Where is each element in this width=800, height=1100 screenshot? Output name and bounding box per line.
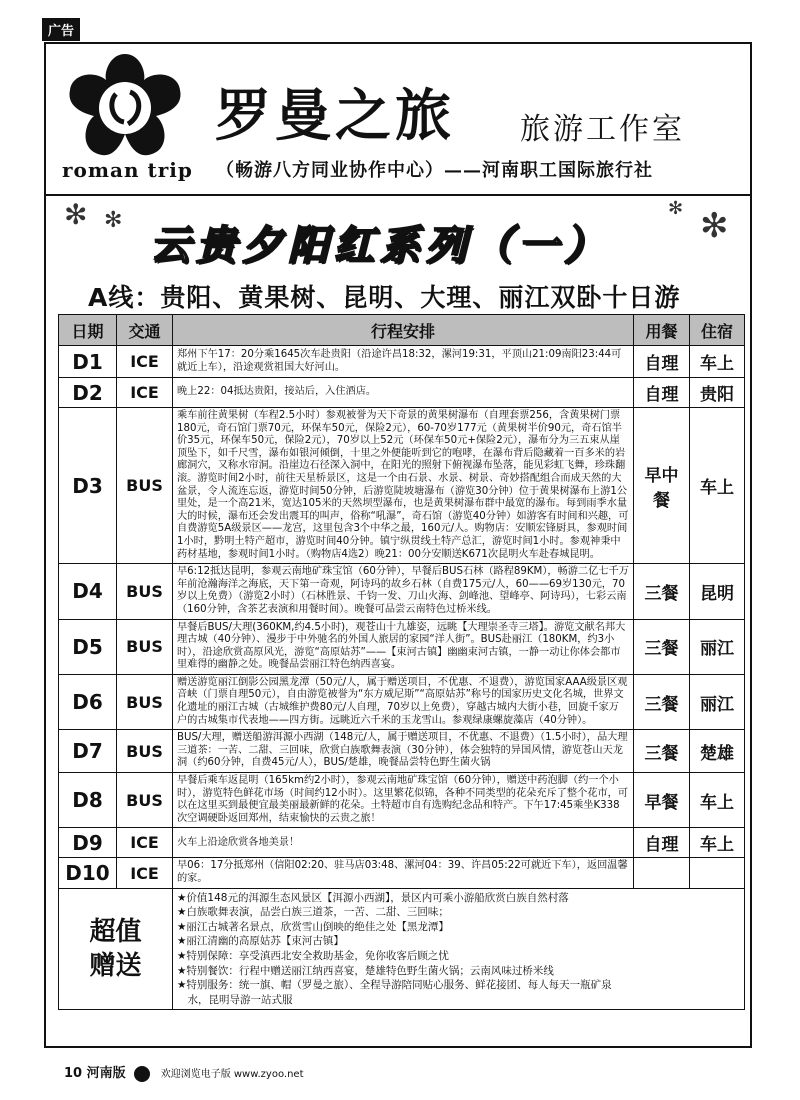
header-date: 日期 [59, 315, 117, 346]
day-cell: D6 [59, 674, 117, 729]
schedule-cell: 赠送游览丽江倒影公园黑龙潭（50元/人，属于赠送项目，不优惠、不退费），游览国家AAA级景区观音峡（门票自理50元），自由游览被誉为“东方威尼斯”“高原姑苏”称号的国家历史文化名城，世界文化遗址的丽江古城（古城维护费80元/人自理，70岁以上免费），穿越古城内大街小巷，回旋千家万户的古城集市代表地——四方街。远眺近六千米的玉龙雪山。参观绿康螺旋藻店（40分钟）。 [173, 674, 634, 729]
transport-cell: BUS [117, 564, 173, 619]
meal-cell: 三餐 [634, 674, 690, 729]
table-header-row [59, 315, 745, 346]
gift-list [173, 888, 745, 1010]
header-divider [46, 194, 750, 196]
header-transport: 交通 [117, 315, 173, 346]
transport-cell: ICE [117, 828, 173, 858]
brand-subtitle: （畅游八方同业协作中心）——河南职工国际旅行社 [216, 160, 653, 181]
table-row [59, 858, 745, 888]
meal-cell: 自理 [634, 828, 690, 858]
transport-cell: BUS [117, 408, 173, 564]
list-item: ★特别餐饮：行程中赠送丽江纳西喜宴，楚雄特色野生菌火锅；云南风味过桥米线 [177, 964, 554, 977]
transport-cell: ICE [117, 346, 173, 378]
transport-cell: ICE [117, 378, 173, 408]
schedule-cell: 早6:12抵达昆明，参观云南地矿珠宝馆（60分钟），早餐后BUS石林（路程89KM），畅游二亿七千万年前沧瀚海洋之海底，天下第一奇观，阿诗玛的故乡石林（自费175元/人，60——69岁130元，70岁以上免费）（游览2小时）（石林胜景、千钧一发、刀山火海、剑峰池、望峰亭、阿诗玛），七彩云南（160分钟，含茶艺表演和用餐时间）。晚餐可品尝云南特色过桥米线。 [173, 564, 634, 619]
table-row [59, 730, 745, 773]
newspaper-emblem-icon [134, 1066, 150, 1082]
page-footer [64, 1062, 304, 1082]
schedule-cell: BUS/大理，赠送船游洱源小西湖（148元/人，属于赠送项目，不优惠、不退费）（1.5小时），品大理三道茶：一苦、二甜、三回味，欣赏白族歌舞表演（30分钟），体会独特的异国风情，游览苍山天龙洞（约60分钟，自费45元/人），BUS/楚雄，晚餐品尝特色野生菌火锅 [173, 730, 634, 773]
snowflake-icon: ✻ [64, 198, 88, 231]
stay-cell: 楚雄 [690, 730, 745, 773]
snowflake-icon: ✻ [700, 206, 729, 246]
meal-cell: 自理 [634, 346, 690, 378]
table-row [59, 564, 745, 619]
schedule-cell: 早餐后乘车返昆明（165km约2小时），参观云南地矿珠宝馆（60分钟），赠送中药泡脚（约一个小时），游览特色鲜花市场（时间约12小时）。这里繁花似锦，各种不同类型的花朵充斥了整个花市，可以在这里买到最便宜最美丽最新鲜的花朵。土特超市自有选购纪念品和特产。下午17:45乘坐K338次空调硬卧返回郑州，结束愉快的云贵之旅！ [173, 773, 634, 828]
day-cell: D10 [59, 858, 117, 888]
gift-row [59, 888, 745, 1010]
snowflake-icon: ✻ [668, 198, 684, 219]
list-item: ★丽江古城著名景点，欣赏雪山倒映的绝佳之处【黑龙潭】 [177, 920, 449, 933]
schedule-cell: 郑州下午17：20分乘1645次车赴贵阳（沿途许昌18:32，漯河19:31，平顶山21:09南阳23:44可就近上车），沿途观赏祖国大好河山。 [173, 346, 634, 378]
gift-label-line: 赠送 [89, 950, 142, 981]
day-cell: D8 [59, 773, 117, 828]
day-cell: D5 [59, 619, 117, 674]
day-cell: D9 [59, 828, 117, 858]
schedule-cell: 早餐后BUS/大理(360KM,约4.5小时)，观苍山十九雄姿，远眺【大理崇圣寺三塔】。游览文献名邦大理古城（40分钟）、漫步于中外驰名的外国人旅居的家园“洋人街”。BUS赴丽江（180KM，约3小时），沿途欣赏高原风光，游览“高原姑苏”——【束河古镇】幽幽束河古镇，一静一动让你体会都市里难得的幽静之处。晚餐品尝丽江特色纳西喜宴。 [173, 619, 634, 674]
transport-cell: ICE [117, 858, 173, 888]
gift-label-line: 超值 [89, 916, 142, 947]
series-title: 云贵夕阳红系列（一） [150, 222, 610, 269]
schedule-cell: 晚上22：04抵达贵阳，接站后，入住酒店。 [173, 378, 634, 408]
itinerary-table [58, 314, 745, 1010]
stay-cell: 车上 [690, 828, 745, 858]
transport-cell: BUS [117, 619, 173, 674]
list-item: ★特别服务：统一旗、帽（罗曼之旅）、全程导游陪同贴心服务、鲜花接团、每人每天一瓶矿泉 [177, 979, 612, 992]
stay-cell: 车上 [690, 346, 745, 378]
table-row [59, 408, 745, 564]
table-row [59, 346, 745, 378]
meal-cell: 三餐 [634, 619, 690, 674]
brand-title: 罗曼之旅 [215, 83, 455, 149]
list-item: ★特别保障：享受滇西北安全救助基金，免你收客后顾之忧 [177, 949, 449, 962]
stay-cell: 昆明 [690, 564, 745, 619]
table-row [59, 773, 745, 828]
transport-cell: BUS [117, 773, 173, 828]
stay-cell [690, 858, 745, 888]
route-title: A线：贵阳、黄果树、昆明、大理、丽江双卧十日游 [88, 283, 681, 312]
transport-cell: BUS [117, 674, 173, 729]
table-row [59, 828, 745, 858]
transport-cell: BUS [117, 730, 173, 773]
stay-cell: 车上 [690, 408, 745, 564]
day-cell: D3 [59, 408, 117, 564]
stay-cell: 贵阳 [690, 378, 745, 408]
stay-cell: 丽江 [690, 674, 745, 729]
day-cell: D4 [59, 564, 117, 619]
stay-cell: 车上 [690, 773, 745, 828]
snowflake-icon: ✻ [104, 208, 123, 233]
gift-label [59, 888, 173, 1010]
stay-cell: 丽江 [690, 619, 745, 674]
brand-studio: 旅游工作室 [520, 112, 685, 147]
day-cell: D7 [59, 730, 117, 773]
schedule-cell: 火车上沿途欣赏各地美景！ [173, 828, 634, 858]
table-row [59, 619, 745, 674]
table-row [59, 378, 745, 408]
flower-logo-icon [60, 50, 190, 160]
meal-cell: 自理 [634, 378, 690, 408]
header-stay: 住宿 [690, 315, 745, 346]
meal-cell: 三餐 [634, 730, 690, 773]
meal-cell: 早中餐 [634, 408, 690, 564]
ad-tag: 广告 [42, 18, 80, 41]
meal-cell: 三餐 [634, 564, 690, 619]
schedule-cell: 早06：17分抵郑州（信阳02:20、驻马店03:48、漯河04：39、许昌05:22可就近下车），返回温馨的家。 [173, 858, 634, 888]
header-meal: 用餐 [634, 315, 690, 346]
day-cell: D2 [59, 378, 117, 408]
schedule-cell: 乘车前往黄果树（车程2.5小时）参观被誉为天下奇景的黄果树瀑布（自理套票256，含黄果树门票180元，奇石馆门票70元，环保车50元，保险2元），60-70岁177元（黄果树半价90元，奇石馆半价35元，环保车50元，保险2元），70岁以上52元（环保车50元+保险2元），瀑布分为三五束从崖顶坠下，如千尺雪，瀑布如银河倾倒，十里之外便能听到它的咆哮，在瀑布背后隐藏着一百多米的岩廊洞穴，又称水帘洞。沿崖边石径深入洞中，在阳光的照射下俯视瀑布坠落，能见彩虹飞舞，珍珠翻滚。游览时间2小时，前往天星桥景区，这是一个由石景、水景、树景、奇妙搭配组合而成天然的大盆景，令人流连忘返，游览时间50分钟，后游览陡坡塘瀑布（游览30分钟）位于黄果树瀑布上游1公里处，是一个高21米，宽达105米的天然坝型瀑布，也是黄果树瀑布群中最宽的瀑布。每到雨季水量大的时候，瀑布还会发出震耳的叫声，俗称“吼瀑”，奇石馆（游览40分钟）如游客有时间和兴趣，可自费游览5A级景区——龙宫，这里包含3个中华之最，160元/人。购物店：安顺宏锋厨具，参观时间1小时，黔明土特产超市，游览时间40分钟。镇宁纵贯线土特产总汇，游览时间1小时。参观神秉中药材基地，参观时间1小时。（购物店4选2）晚21：00分安顺送K671次昆明火车赴春城昆明。 [173, 408, 634, 564]
edition-label: 河南版 [86, 1066, 126, 1081]
day-cell: D1 [59, 346, 117, 378]
site-link[interactable]: 欢迎浏览电子版 www.zyoo.net [160, 1069, 304, 1080]
page-number: 10 [64, 1066, 83, 1081]
meal-cell [634, 858, 690, 888]
table-row [59, 674, 745, 729]
list-item: ★价值148元的洱源生态风景区【洱源小西湖】，景区内可乘小游船欣赏白族自然村落 [177, 891, 569, 904]
list-item: ★丽江清幽的高原姑苏【束河古镇】 [177, 935, 344, 948]
list-item: ★白族歌舞表演，品尝白族三道茶，一苦、二甜、三回味； [177, 906, 449, 919]
list-item: 水，昆明导游一站式服 [177, 993, 293, 1006]
header-schedule: 行程安排 [173, 315, 634, 346]
meal-cell: 早餐 [634, 773, 690, 828]
brand-english: roman trip [62, 158, 193, 182]
